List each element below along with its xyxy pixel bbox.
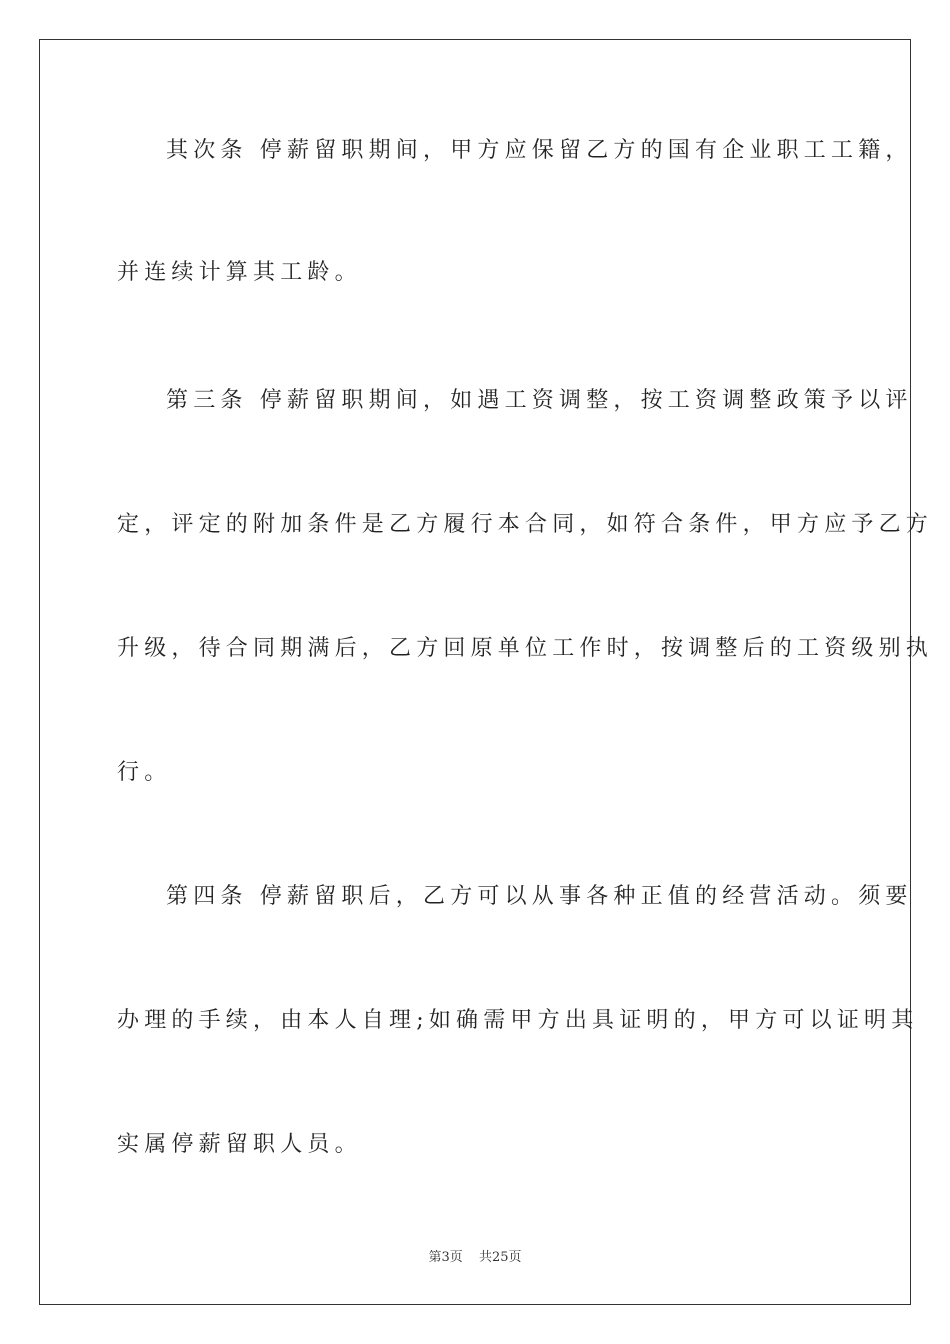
paragraph-line: 行。 [117,760,172,785]
paragraph-line: 其次条 停薪留职期间，甲方应保留乙方的国有企业职工工籍， [166,138,913,163]
page-border [39,39,911,1305]
paragraph-line: 第三条 停薪留职期间，如遇工资调整，按工资调整政策予以评 [166,388,913,413]
paragraph-line: 第四条 停薪留职后，乙方可以从事各种正值的经营活动。须要 [166,884,913,909]
paragraph-line: 升级，待合同期满后，乙方回原单位工作时，按调整后的工资级别执 [117,636,934,661]
paragraph-line: 实属停薪留职人员。 [117,1132,362,1157]
page-footer [0,1246,950,1265]
page-number: 第3页 [428,1250,463,1265]
paragraph-line: 并连续计算其工龄。 [117,260,362,285]
paragraph-line: 办理的手续，由本人自理;如确需甲方出具证明的，甲方可以证明其 [117,1008,919,1033]
paragraph-line: 定，评定的附加条件是乙方履行本合同，如符合条件，甲方应予乙方 [117,512,934,537]
page-total: 共25页 [478,1250,522,1265]
